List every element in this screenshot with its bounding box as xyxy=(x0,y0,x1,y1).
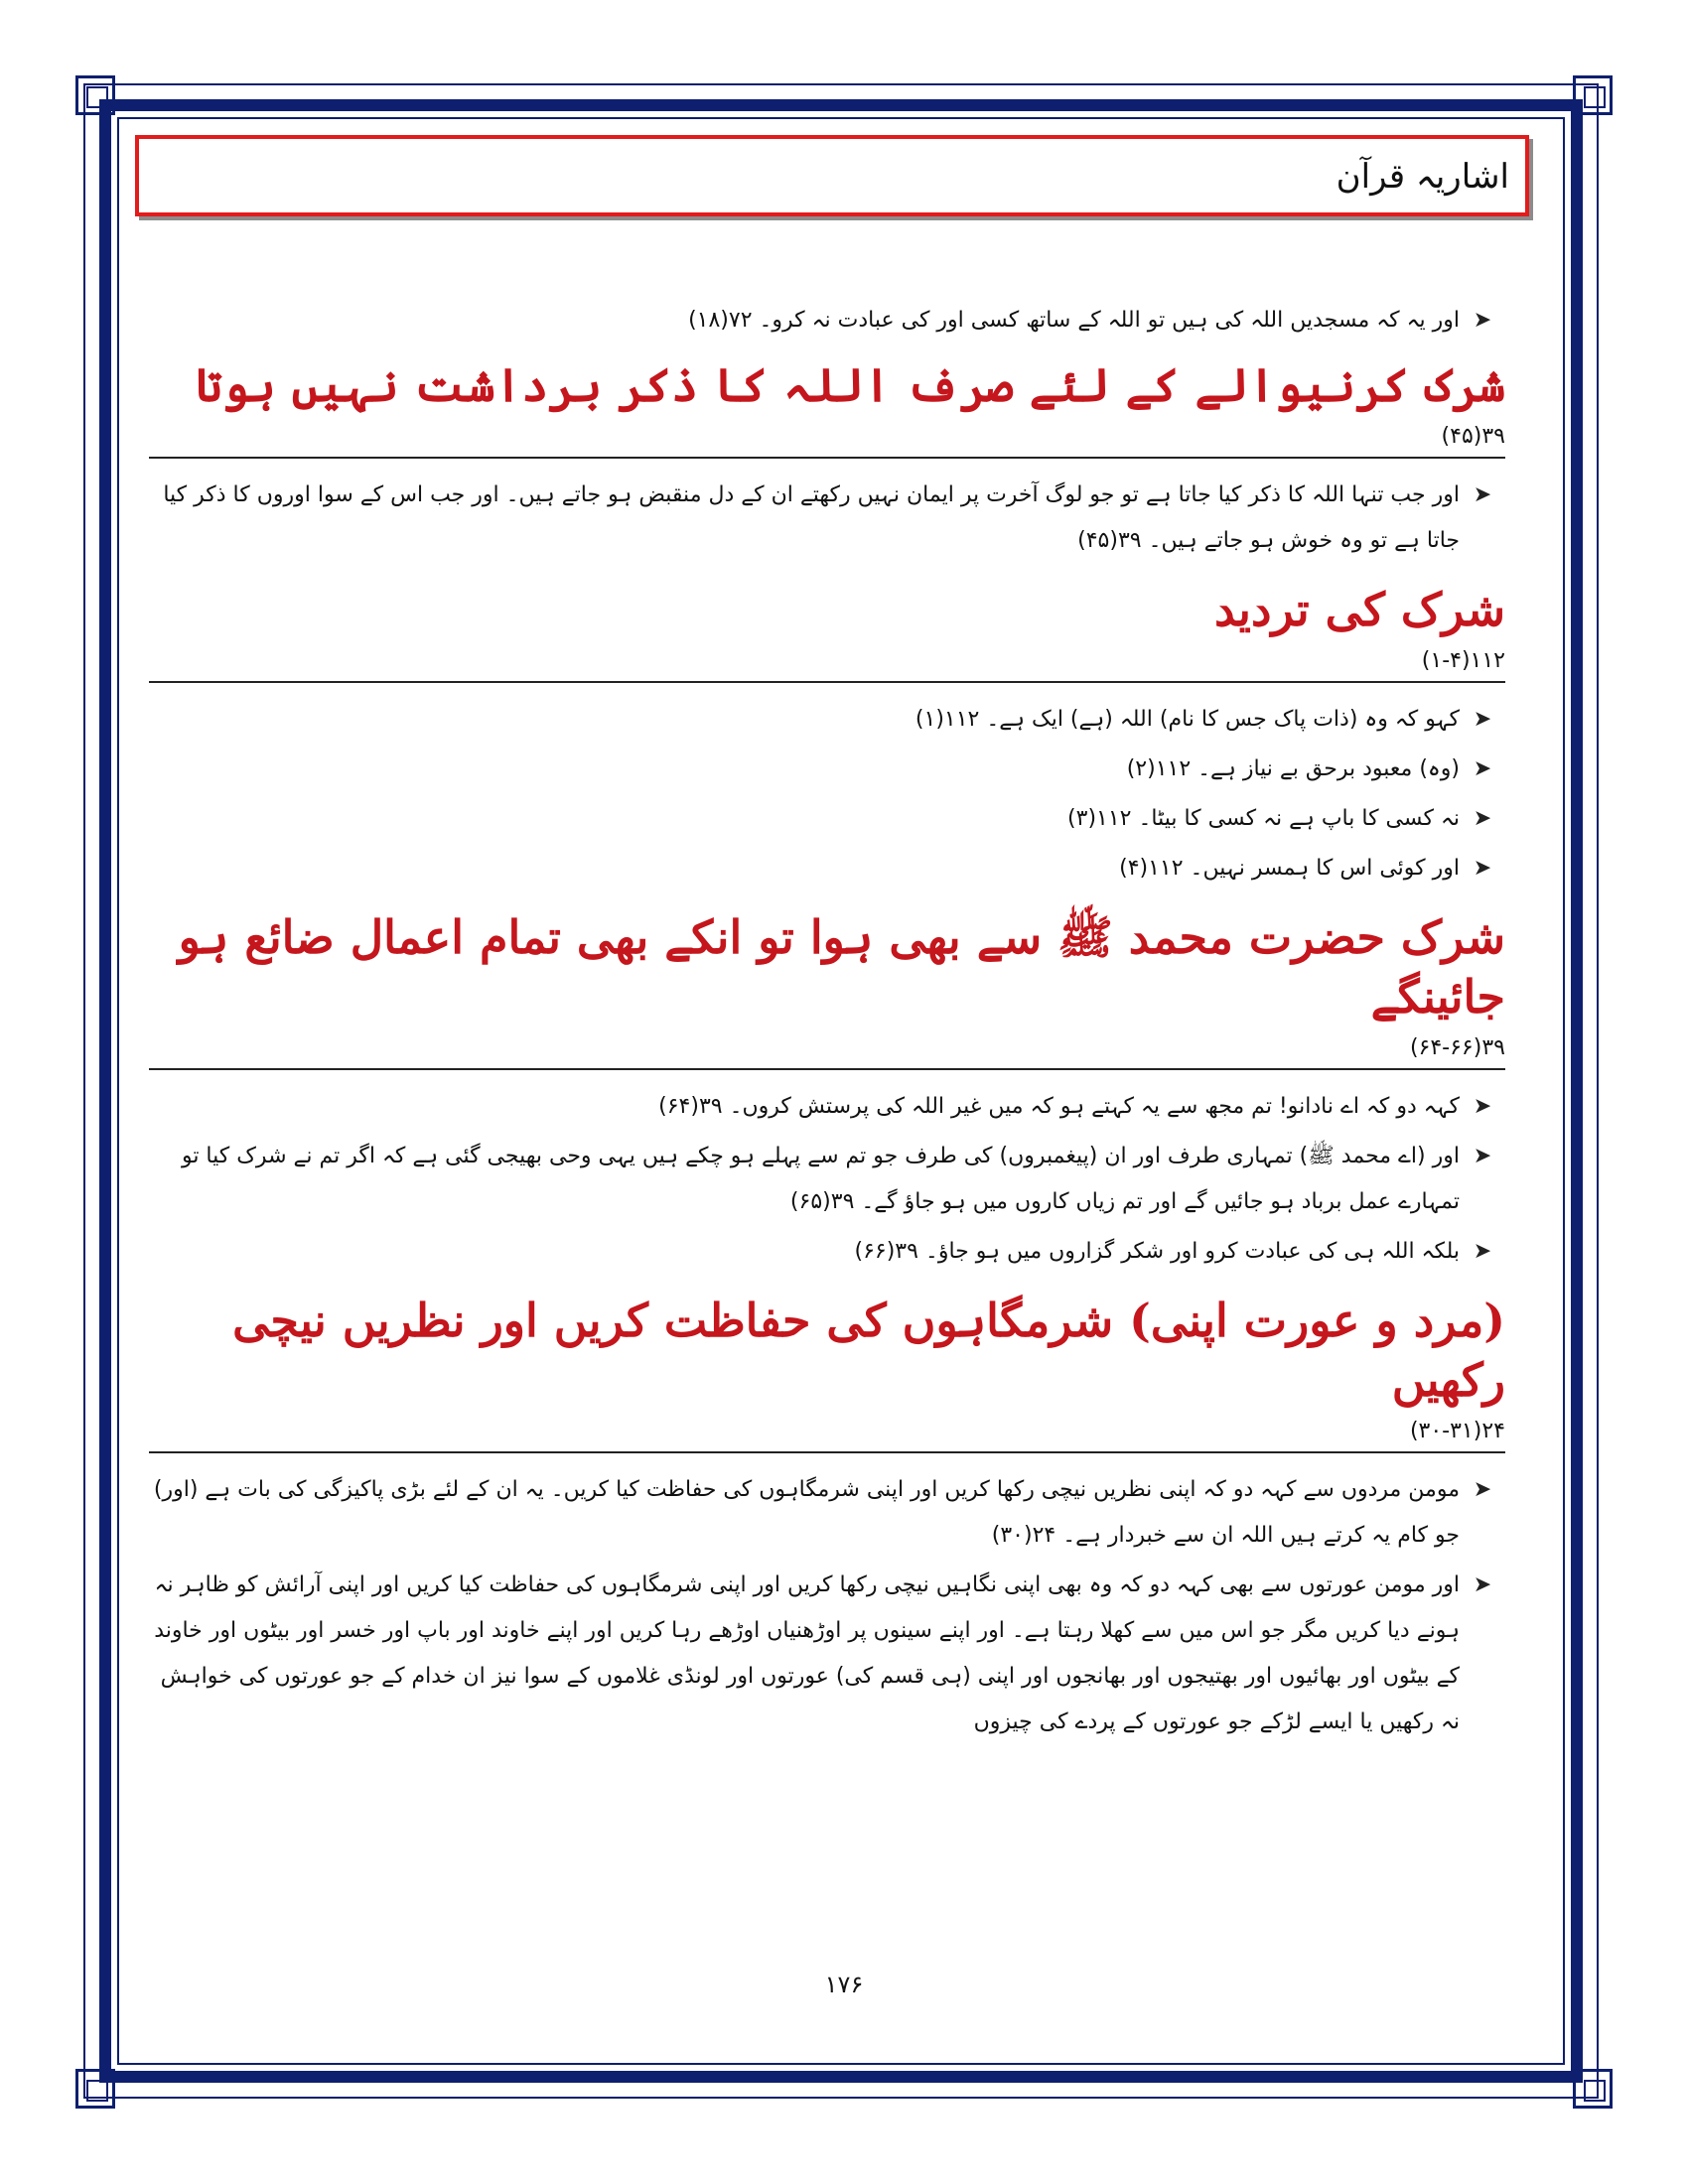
list-item xyxy=(149,1134,1505,1225)
header-title: اشاریہ قرآن xyxy=(1336,156,1509,197)
list-item xyxy=(149,1467,1505,1559)
section xyxy=(149,355,1505,564)
corner-ornament-icon xyxy=(1573,2069,1613,2109)
section-heading: شرک حضرت محمد ﷺ سے بھی ہوا تو انکے بھی تمام اعمال ضائع ہو جائینگے xyxy=(178,910,1505,1024)
list-item xyxy=(149,1084,1505,1130)
bullet-text: اور کوئی اس کا ہمسر نہیں۔ ۱۱۲(۴) xyxy=(1119,856,1460,881)
section xyxy=(149,580,1505,891)
corner-ornament-icon xyxy=(75,75,115,115)
list-item xyxy=(149,1229,1505,1275)
bullet-text: اور (اے محمد ﷺ) تمہاری طرف اور ان (پیغمبروں) کی طرف جو تم سے پہلے ہو چکے ہیں یہی وحی بھیجی گئی ہے کہ اگر تم نے شرک کیا تو تمہارے عمل برباد ہو جائیں گے اور تم زیاں کاروں میں ہو جاؤ گے۔ ۳۹(۶۵) xyxy=(181,1144,1460,1214)
arrow-bullet-icon: ➤ xyxy=(1473,1239,1492,1264)
list-item xyxy=(149,298,1505,343)
section xyxy=(149,907,1505,1275)
bullet-text: کہہ دو کہ اے نادانو! تم مجھ سے یہ کہتے ہو کہ میں غیر اللہ کی پرستش کروں۔ ۳۹(۶۴) xyxy=(658,1094,1460,1119)
corner-ornament-icon xyxy=(1573,75,1613,115)
bullet-text: اور یہ کہ مسجدیں اللہ کی ہیں تو اللہ کے ساتھ کسی اور کی عبادت نہ کرو۔ ۷۲(۱۸) xyxy=(688,308,1460,333)
arrow-bullet-icon: ➤ xyxy=(1473,707,1492,732)
verse-reference: ۳۹(۴۵) xyxy=(1441,424,1505,449)
verse-reference: ۱۱۲(۱-۴) xyxy=(1421,648,1505,673)
arrow-bullet-icon: ➤ xyxy=(1473,1094,1492,1119)
divider xyxy=(149,681,1505,683)
divider xyxy=(149,1068,1505,1070)
arrow-bullet-icon: ➤ xyxy=(1473,308,1492,333)
arrow-bullet-icon: ➤ xyxy=(1473,1477,1492,1502)
bullet-text: (وہ) معبود برحق بے نیاز ہے۔ ۱۱۲(۲) xyxy=(1126,756,1460,781)
arrow-bullet-icon: ➤ xyxy=(1473,856,1492,881)
divider xyxy=(149,457,1505,459)
list-item xyxy=(149,697,1505,743)
bullet-text: اور مومن عورتوں سے بھی کہہ دو کہ وہ بھی اپنی نگاہیں نیچی رکھا کریں اور اپنی شرمگاہوں کی حفاظت کیا کریں اور اپنی آرائش کو ظاہر نہ ہونے دیا کریں مگر جو اس میں سے کھلا رہتا ہے۔ اور اپنے سینوں پر اوڑھنیاں اوڑھے رہا کریں اور اپنے خاوند اور باپ اور خسر اور بیٹوں اور خاوند کے بیٹوں اور بھائیوں اور بھتیجوں اور بھانجوں اور اپنی (ہی قسم کی) عورتوں اور لونڈی غلاموں کے سوا نیز ان خدام کے جو عورتوں کی خواہش نہ رکھیں یا ایسے لڑکے جو عورتوں کے پردے کی چیزوں xyxy=(154,1572,1460,1734)
list-item xyxy=(149,796,1505,842)
divider xyxy=(149,1451,1505,1453)
list-item xyxy=(149,846,1505,891)
arrow-bullet-icon: ➤ xyxy=(1473,806,1492,831)
list-item xyxy=(149,1563,1505,1745)
page-number: ۱۷۶ xyxy=(824,1971,864,1998)
running-header xyxy=(135,135,1529,216)
arrow-bullet-icon: ➤ xyxy=(1473,1144,1492,1168)
bullet-text: اور جب تنہا اللہ کا ذکر کیا جاتا ہے تو جو لوگ آخرت پر ایمان نہیں رکھتے ان کے دل منقبض ہو جاتے ہیں۔ اور جب اس کے سوا اوروں کا ذکر کیا جاتا ہے تو وہ خوش ہو جاتے ہیں۔ ۳۹(۴۵) xyxy=(163,482,1460,553)
page-content xyxy=(149,298,1505,1749)
list-item xyxy=(149,747,1505,792)
arrow-bullet-icon: ➤ xyxy=(1473,482,1492,507)
section xyxy=(149,1291,1505,1745)
section-heading: شرک کی تردید xyxy=(1214,583,1505,636)
bullet-text: کہو کہ وہ (ذات پاک جس کا نام) اللہ (ہے) ایک ہے۔ ۱۱۲(۱) xyxy=(914,707,1460,732)
bullet-text: نہ کسی کا باپ ہے نہ کسی کا بیٹا۔ ۱۱۲(۳) xyxy=(1067,806,1460,831)
verse-reference: ۳۹(۶۴-۶۶) xyxy=(1409,1035,1505,1060)
corner-ornament-icon xyxy=(75,2069,115,2109)
arrow-bullet-icon: ➤ xyxy=(1473,1572,1492,1597)
list-item xyxy=(149,473,1505,564)
section-heading: (مرد و عورت اپنی) شرمگاہوں کی حفاظت کریں اور نظریں نیچی رکھیں xyxy=(232,1294,1505,1407)
verse-reference: ۲۴(۳۰-۳۱) xyxy=(1409,1419,1505,1443)
arrow-bullet-icon: ➤ xyxy=(1473,756,1492,781)
section-heading: شرک کرنیوالے کے لئے صرف اللہ کا ذکر برداشت نہیں ہوتا xyxy=(195,358,1505,412)
bullet-text: بلکہ اللہ ہی کی عبادت کرو اور شکر گزاروں میں ہو جاؤ۔ ۳۹(۶۶) xyxy=(854,1239,1460,1264)
bullet-text: مومن مردوں سے کہہ دو کہ اپنی نظریں نیچی رکھا کریں اور اپنی شرمگاہوں کی حفاظت کیا کریں۔ یہ ان کے لئے بڑی پاکیزگی کی بات ہے (اور) جو کام یہ کرتے ہیں اللہ ان سے خبردار ہے۔ ۲۴(۳۰) xyxy=(153,1477,1460,1548)
